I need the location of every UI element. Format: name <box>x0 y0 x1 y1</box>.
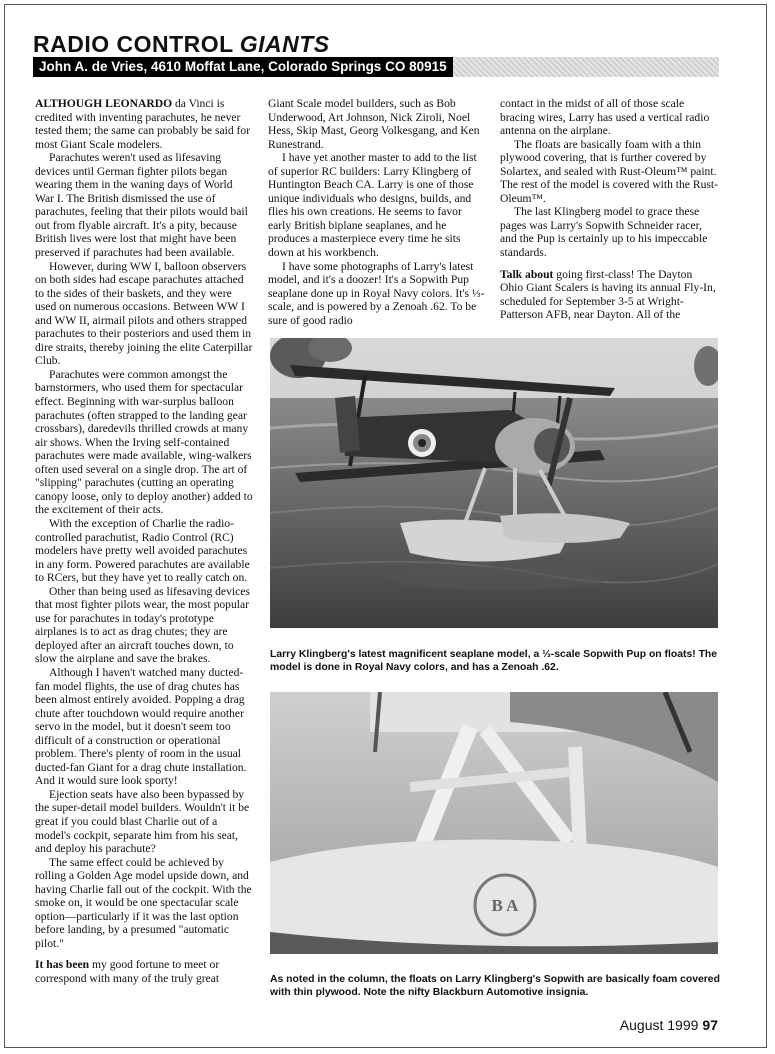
paragraph: Talk about going first-class! The Dayton Ohio Giant Scalers is having its annual Fly-In, scheduled for September 3-5 at Wright-Patterson AFB, near Dayton. All of the <box>500 267 716 322</box>
paragraph: Parachutes were common amongst the barnstormers, who used them for spectacular effect. Beginning with war-surplus balloon parachutes (often strapped to the landing gear crossbars), daredevils thrilled crowds at many air shows. When the Irving self-contained parachutes were made available, wing-walkers often used several on a single drop. The art of "slipping" parachutes (cutting an operating canopy loose, only to deploy another) added to the excitement of their acts. <box>35 367 253 517</box>
column-3 <box>500 97 718 322</box>
paragraph: I have some photographs of Larry's latest model, and it's a doozer! It's a Sopwith Pup seaplane done up in Royal Navy colors. It's ⅓-scale, and is powered by a Zenoah .62. To be sure of good radio <box>268 259 485 327</box>
page-footer <box>620 1017 718 1033</box>
paragraph: The last Klingberg model to grace these pages was Larry's Sopwith Schneider racer, and the Pup is certainly up to his impeccable standards. <box>500 205 708 260</box>
paragraph: The same effect could be achieved by rolling a Golden Age model upside down, and having Charlie fall out of the cockpit. With the smoke on, it would be one spectacular scale option—particularly if it was the last option before landing, by a presumed "automatic pilot." <box>35 855 252 950</box>
column-title <box>33 31 330 58</box>
paragraph: Other than being used as lifesaving devices that most fighter pilots wear, the most popular use for parachutes in today's prototype airplanes is to act as drag chutes; they are deployed after an aircraft touches down, to slow the airplane and save the brakes. <box>35 584 250 666</box>
paragraph: It has been my good fortune to meet or correspond with many of the truly great <box>35 958 220 985</box>
paragraph: Parachutes weren't used as lifesaving devices until German fighter pilots began wearing them in the waning days of World War I. The British dismissed the use of parachutes, feeling that their pilots would bail out from flyable aircraft. It's a pity, because British lives were lost that might have been preserved if parachutes had been available. <box>35 151 248 260</box>
floats-closeup-photo <box>270 692 718 954</box>
paragraph: ALTHOUGH LEONARDO da Vinci is credited with inventing parachutes, he never tested them; the same can probably be said for most Giant Scale modelers. <box>35 97 251 151</box>
paragraph: However, during WW I, balloon observers on both sides had escape parachutes attached to the sides of their baskets, and they were used on numerous occasions. Between WW I and WW II, airmail pilots and others strapped parachutes to their posteriors and used them in dire straits, thereby joining the elite Caterpillar Club. <box>35 259 253 368</box>
paragraph: I have yet another master to add to the list of superior RC builders: Larry Klingberg of Huntington Beach CA. Larry is one of those unique individuals who designs, builds, and flies his own creations. He seems to favor early British biplane seaplanes, and he produces a masterpiece every time he sits down at his workbench. <box>268 151 477 260</box>
author-address: John A. de Vries, 4610 Moffat Lane, Colorado Springs CO 80915 <box>33 57 453 77</box>
paragraph: Ejection seats have also been bypassed by the super-detail model builders. Wouldn't it be great if you could blast Charlie out of a model's cockpit, separate him from his seat, and deploy his parachute? <box>35 787 250 856</box>
paragraph: With the exception of Charlie the radio-controlled parachutist, Radio Control (RC) modelers have pretty well avoided parachutes in any form. Powered parachutes are available to RCers, but they have yet to really catch on. <box>35 516 250 585</box>
paragraph: Giant Scale model builders, such as Bob Underwood, Art Johnson, Nick Ziroli, Noel Hess, Skip Mast, Georg Volkesgang, and Ken Runestrand. <box>268 97 480 151</box>
page-number: 97 <box>702 1017 718 1033</box>
column-1 <box>35 97 253 986</box>
seaplane-photo <box>270 338 718 628</box>
photo-caption-2: As noted in the column, the floats on Larry Klingberg's Sopwith are basically foam covered with thin plywood. Note the nifty Blackburn Automotive insignia. <box>270 974 720 998</box>
photo-caption-1: Larry Klingberg's latest magnificent seaplane model, a ⅓-scale Sopwith Pup on floats! The model is done in Royal Navy colors, and has a Zenoah .62. <box>270 649 718 673</box>
paragraph: The floats are basically foam with a thin plywood covering, that is further covered by Solartex, and sealed with Rust-Oleum™ paint. The rest of the model is covered with the Rust-Oleum™. <box>500 137 718 205</box>
author-bar <box>33 57 719 77</box>
paragraph: Although I haven't watched many ducted-fan model flights, the use of drag chutes has been almost entirely avoided. Popping a drag chute after touchdown would require another servo in the model, but it doesn't seem too difficult of a construction or operational problem. There's plenty of room in the usual ducted-fan Giant for a drag chute installation. And it would sure look sporty! <box>35 665 247 788</box>
title-italic: GIANTS <box>239 31 330 57</box>
paragraph: contact in the midst of all of those scale bracing wires, Larry has used a vertical radio antenna on the airplane. <box>500 97 710 138</box>
title-main: RADIO CONTROL <box>33 31 234 57</box>
blackburn-insignia: B A <box>491 896 519 915</box>
column-2 <box>268 97 486 327</box>
issue-date: August 1999 <box>619 1017 699 1033</box>
